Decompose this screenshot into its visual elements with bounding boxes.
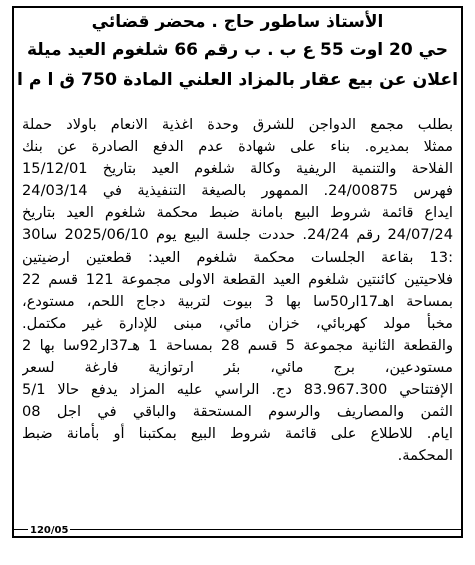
body-line: فلاحيتين كائنتين شلغوم العيد القطعة الاولى مجموعة 121 قسم 22	[22, 270, 453, 288]
body-line: مخبأ مولد كهربائي، خزان مائي، مبنى للإدارة غير مكتمل.	[22, 314, 453, 332]
bailiff-name-heading: الأستاذ ساطور حاج . محضر قضائي	[91, 12, 384, 32]
body-line: بمساحة اهـ17ار50سا بها 3 بيوت لتربية دجاج اللحم، مستودع،	[22, 292, 453, 310]
body-line: الفلاحة والتنمية الريفية وكالة شلغوم العيد بتاريخ 15/12/01	[22, 160, 453, 178]
body-line: ممثلا بمديره. بناء على شهادة عدم الدفع الصادرة عن بنك	[22, 138, 453, 156]
body-line: ايداع قائمة شروط البيع بامانة ضبط محكمة شلغوم العيد بتاريخ	[22, 204, 453, 222]
body-line: الثمن والمصاريف والرسوم المستحقة والباقي في اجل 08	[22, 403, 453, 421]
footer-divider	[14, 529, 461, 530]
body-line: ايام. للاطلاع على قائمة شروط البيع بمكتبنا أو بأمانة ضبط	[22, 425, 453, 443]
legal-notice-box	[12, 6, 463, 538]
body-line: 24/07/24 رقم 24/24. حددت جلسة البيع يوم 2025/06/10 سا30	[22, 226, 453, 244]
notice-title: اعلان عن بيع عقار بالمزاد العلني المادة 750 ق ا م ا	[16, 70, 459, 90]
body-line: بطلب مجمع الدواجن للشرق وحدة اغذية الانعام باولاد حملة	[22, 116, 453, 133]
body-line: مستودعين، برج مائي، بئر ارتوازية فارغة لسعر	[22, 359, 453, 377]
body-line: :13 بقاعة الجلسات محكمة شلغوم العيد: قطعتين ارضيتين	[22, 248, 453, 266]
reference-number: 120/05	[30, 525, 69, 536]
body-line: المحكمة.	[397, 447, 453, 465]
body-line: فهرس 24/00875. الممهور بالصيغة التنفيذية في 24/03/14	[22, 182, 453, 200]
body-line: الإفتتاحي 83.967.300 دج. الراسي عليه المزاد يدفع حالا 5/1	[22, 381, 453, 399]
office-address: حي 20 اوت 55 ع ب . ب رقم 66 شلغوم العيد ميلة	[26, 40, 449, 60]
notice-body	[22, 114, 453, 468]
body-line: والقطعة الثانية مجموعة 5 قسم 28 بمساحة 1 هـ37ار92سا بها 2	[22, 336, 453, 354]
